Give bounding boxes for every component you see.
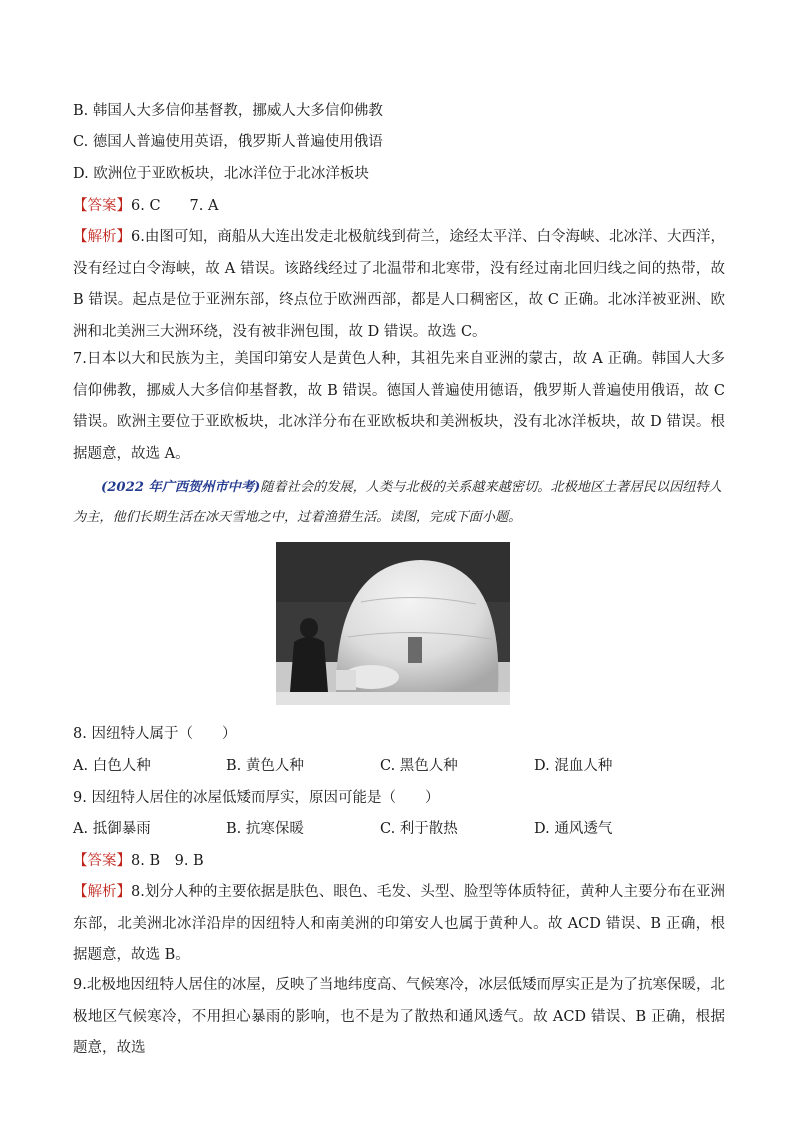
igloo-illustration	[276, 542, 510, 705]
q9-option-c: C. 利于散热	[380, 821, 458, 837]
analysis-tag: 【解析】	[73, 229, 132, 245]
answer-block-2	[73, 851, 734, 871]
source-label: (2022 年广西贺州市中考)	[101, 480, 261, 495]
q8-stem: 8. 因纽特人属于（ ）	[73, 726, 237, 742]
q9-option-b: B. 抗寒保暖	[226, 821, 304, 837]
igloo-photo	[276, 542, 510, 705]
q8-option-c: C. 黑色人种	[380, 758, 458, 774]
intro-text: 随着社会的发展，人类与北极的关系越来越密切。北极地区土著居民以因纽特人为主，他们长期生活在冰天雪地之中，过着渔猎生活。读图，完成下面小题。	[73, 480, 722, 525]
analysis-6	[73, 222, 725, 348]
answer-text: 8. B 9. B	[131, 853, 204, 869]
analysis-8	[73, 877, 725, 972]
option-b: B. 韩国人大多信仰基督教，挪威人大多信仰佛教	[73, 103, 383, 119]
option-d: D. 欧洲位于亚欧板块，北冰洋位于北冰洋板块	[73, 166, 369, 182]
analysis-6-text: 6.由图可知，商船从大连出发走北极航线到荷兰，途经太平洋、白令海峡、北冰洋、大西洋，没有经过白令海峡，故 A 错误。该路线经过了北温带和北寒带，没有经过南北回归线之间的热带，故 B 错误。起点是位于亚洲东部，终点位于欧洲西部，都是人口稠密区，故 C 正确。北冰洋被亚洲、欧洲和北美洲三大洲环绕，没有被非洲包围，故 D 错误。故选 C。	[73, 229, 725, 340]
answer-text: 6. C 7. A	[131, 198, 219, 214]
q8-option-a: A. 白色人种	[73, 758, 151, 774]
analysis-7: 7.日本以大和民族为主，美国印第安人是黄色人种，其祖先来自亚洲的蒙古，故 A 正确。韩国人大多信仰佛教，挪威人大多信仰基督教，故 B 错误。德国人普遍使用德语，俄罗斯人普遍使用俄语，故 C 错误。欧洲主要位于亚欧板块，北冰洋分布在亚欧板块和美洲板块，没有北冰洋板块，故 D 错误。根据题意，故选 A。	[73, 351, 725, 462]
q9-stem: 9. 因纽特人居住的冰屋低矮而厚实，原因可能是（ ）	[73, 790, 440, 806]
answer-tag: 【答案】	[73, 198, 131, 214]
option-c: C. 德国人普遍使用英语，俄罗斯人普遍使用俄语	[73, 134, 383, 150]
answer-block-1	[73, 196, 734, 216]
question-intro	[73, 473, 725, 533]
answer-tag: 【答案】	[73, 853, 131, 869]
q9-option-a: A. 抵御暴雨	[73, 821, 151, 837]
analysis-9: 9.北极地因纽特人居住的冰屋，反映了当地纬度高、气候寒冷，冰层低矮而厚实正是为了抗寒保暖，北极地区气候寒冷，不用担心暴雨的影响，也不是为了散热和通风透气。故 ACD 错误、B 正确，根据题意，故选	[73, 977, 725, 1056]
q9-option-d: D. 通风透气	[534, 821, 613, 837]
analysis-tag: 【解析】	[73, 884, 132, 900]
q8-option-b: B. 黄色人种	[226, 758, 304, 774]
analysis-8-text: 8.划分人种的主要依据是肤色、眼色、毛发、头型、脸型等体质特征，黄种人主要分布在亚洲东部，北美洲北冰洋沿岸的因纽特人和南美洲的印第安人也属于黄种人。故 ACD 错误、B 正确，根据题意，故选 B。	[73, 884, 725, 963]
q8-option-d: D. 混血人种	[534, 758, 613, 774]
